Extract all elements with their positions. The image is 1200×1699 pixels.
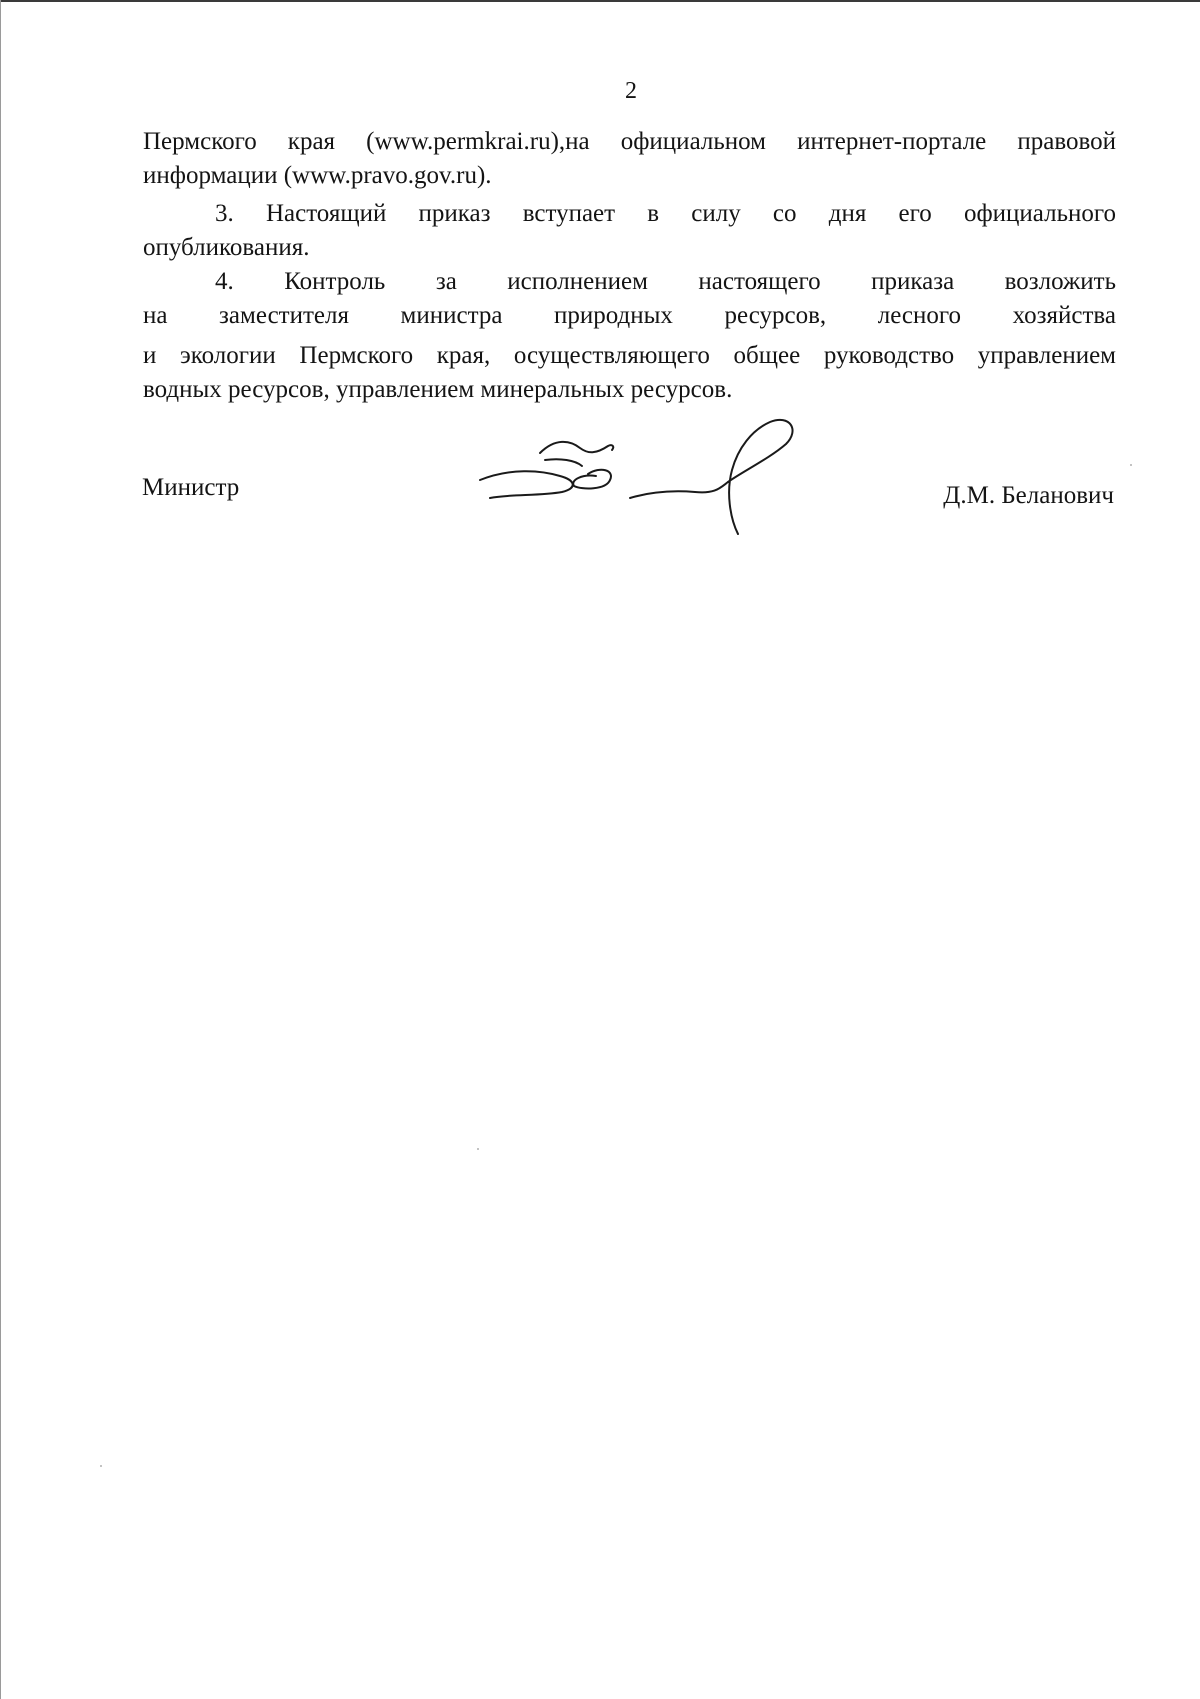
paragraph-3-line-4: водных ресурсов, управлением минеральных ресурсов. bbox=[143, 376, 733, 403]
paragraph-1-line-2: информации (www.pravo.gov.ru). bbox=[143, 162, 492, 189]
paragraph-2-line-2: опубликования. bbox=[143, 234, 310, 261]
signatory-name: Д.М. Беланович bbox=[943, 482, 1114, 509]
paragraph-1-line-1: Пермского края (www.permkrai.ru),на официальном интернет-портале правовой bbox=[143, 128, 1116, 155]
paragraph-3-line-1: 4. Контроль за исполнением настоящего приказа возложить bbox=[215, 268, 1116, 295]
paragraph-3-line-2: на заместителя министра природных ресурсов, лесного хозяйства bbox=[143, 302, 1116, 329]
scan-speck bbox=[1130, 464, 1132, 466]
paragraph-3-line-3: и экологии Пермского края, осуществляющего общее руководство управлением bbox=[143, 342, 1116, 369]
scan-speck bbox=[100, 1465, 102, 1467]
paragraph-2-line-1: 3. Настоящий приказ вступает в силу со дня его официального bbox=[215, 200, 1116, 227]
page-number: 2 bbox=[625, 78, 637, 104]
signatory-title: Министр bbox=[142, 474, 240, 501]
handwritten-signature bbox=[470, 418, 810, 538]
scan-edge-top bbox=[0, 0, 1200, 2]
scan-speck bbox=[477, 1148, 479, 1150]
scan-edge-left bbox=[0, 0, 1, 1699]
